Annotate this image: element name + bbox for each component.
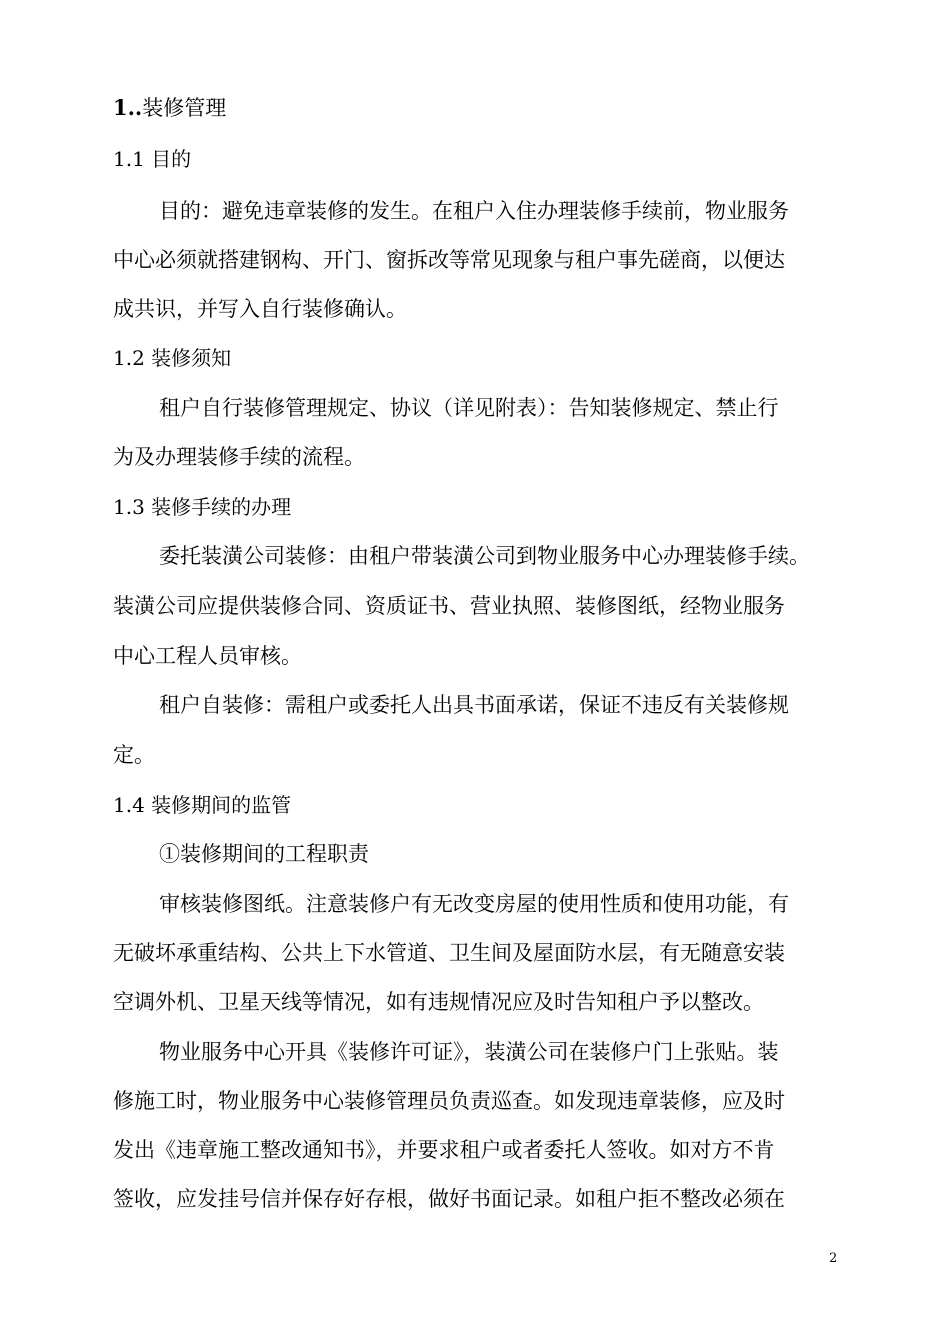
- paragraph-line: 中心必须就搭建钢构、开门、窗拆改等常见现象与租户事先磋商，以便达: [113, 248, 785, 272]
- page-number: 2: [829, 1251, 838, 1266]
- paragraph-line: 定。: [113, 743, 155, 767]
- paragraph-line: 委托装潢公司装修：由租户带装潢公司到物业服务中心办理装修手续。: [159, 544, 810, 568]
- paragraph-line: 装潢公司应提供装修合同、资质证书、营业执照、装修图纸，经物业服务: [113, 594, 785, 618]
- paragraph-line: 租户自装修：需租户或委托人出具书面承诺，保证不违反有关装修规: [159, 693, 789, 717]
- section-number: 1..: [113, 95, 143, 120]
- paragraph-line: 空调外机、卫星天线等情况，如有违规情况应及时告知租户予以整改。: [113, 990, 764, 1014]
- heading-1-1: 1.1 目的: [113, 147, 192, 171]
- paragraph-line: 目的：避免违章装修的发生。在租户入住办理装修手续前，物业服务: [159, 199, 789, 223]
- paragraph-line: 为及办理装修手续的流程。: [113, 445, 365, 469]
- paragraph-line: 审核装修图纸。注意装修户有无改变房屋的使用性质和使用功能，有: [159, 892, 789, 916]
- paragraph-line: 发出《违章施工整改通知书》，并要求租户或者委托人签收。如对方不肯: [113, 1138, 775, 1162]
- heading-1-2: 1.2 装修须知: [113, 346, 232, 370]
- paragraph-line: 物业服务中心开具《装修许可证》，装潢公司在装修户门上张贴。装: [159, 1040, 779, 1064]
- heading-1-4: 1.4 装修期间的监管: [113, 793, 292, 817]
- paragraph-line: 中心工程人员审核。: [113, 644, 302, 668]
- paragraph-line: 修施工时，物业服务中心装修管理员负责巡查。如发现违章装修，应及时: [113, 1089, 785, 1113]
- paragraph-line: 签收，应发挂号信并保存好存根，做好书面记录。如租户拒不整改必须在: [113, 1187, 785, 1211]
- section-title: [113, 94, 226, 122]
- subheading: ①装修期间的工程职责: [159, 842, 369, 866]
- paragraph-line: 无破坏承重结构、公共上下水管道、卫生间及屋面防水层，有无随意安装: [113, 941, 785, 965]
- heading-1-3: 1.3 装修手续的办理: [113, 495, 292, 519]
- paragraph-line: 成共识，并写入自行装修确认。: [113, 297, 407, 321]
- section-title-text: 装修管理: [142, 96, 227, 120]
- paragraph-line: 租户自行装修管理规定、协议（详见附表）：告知装修规定、禁止行: [159, 396, 779, 420]
